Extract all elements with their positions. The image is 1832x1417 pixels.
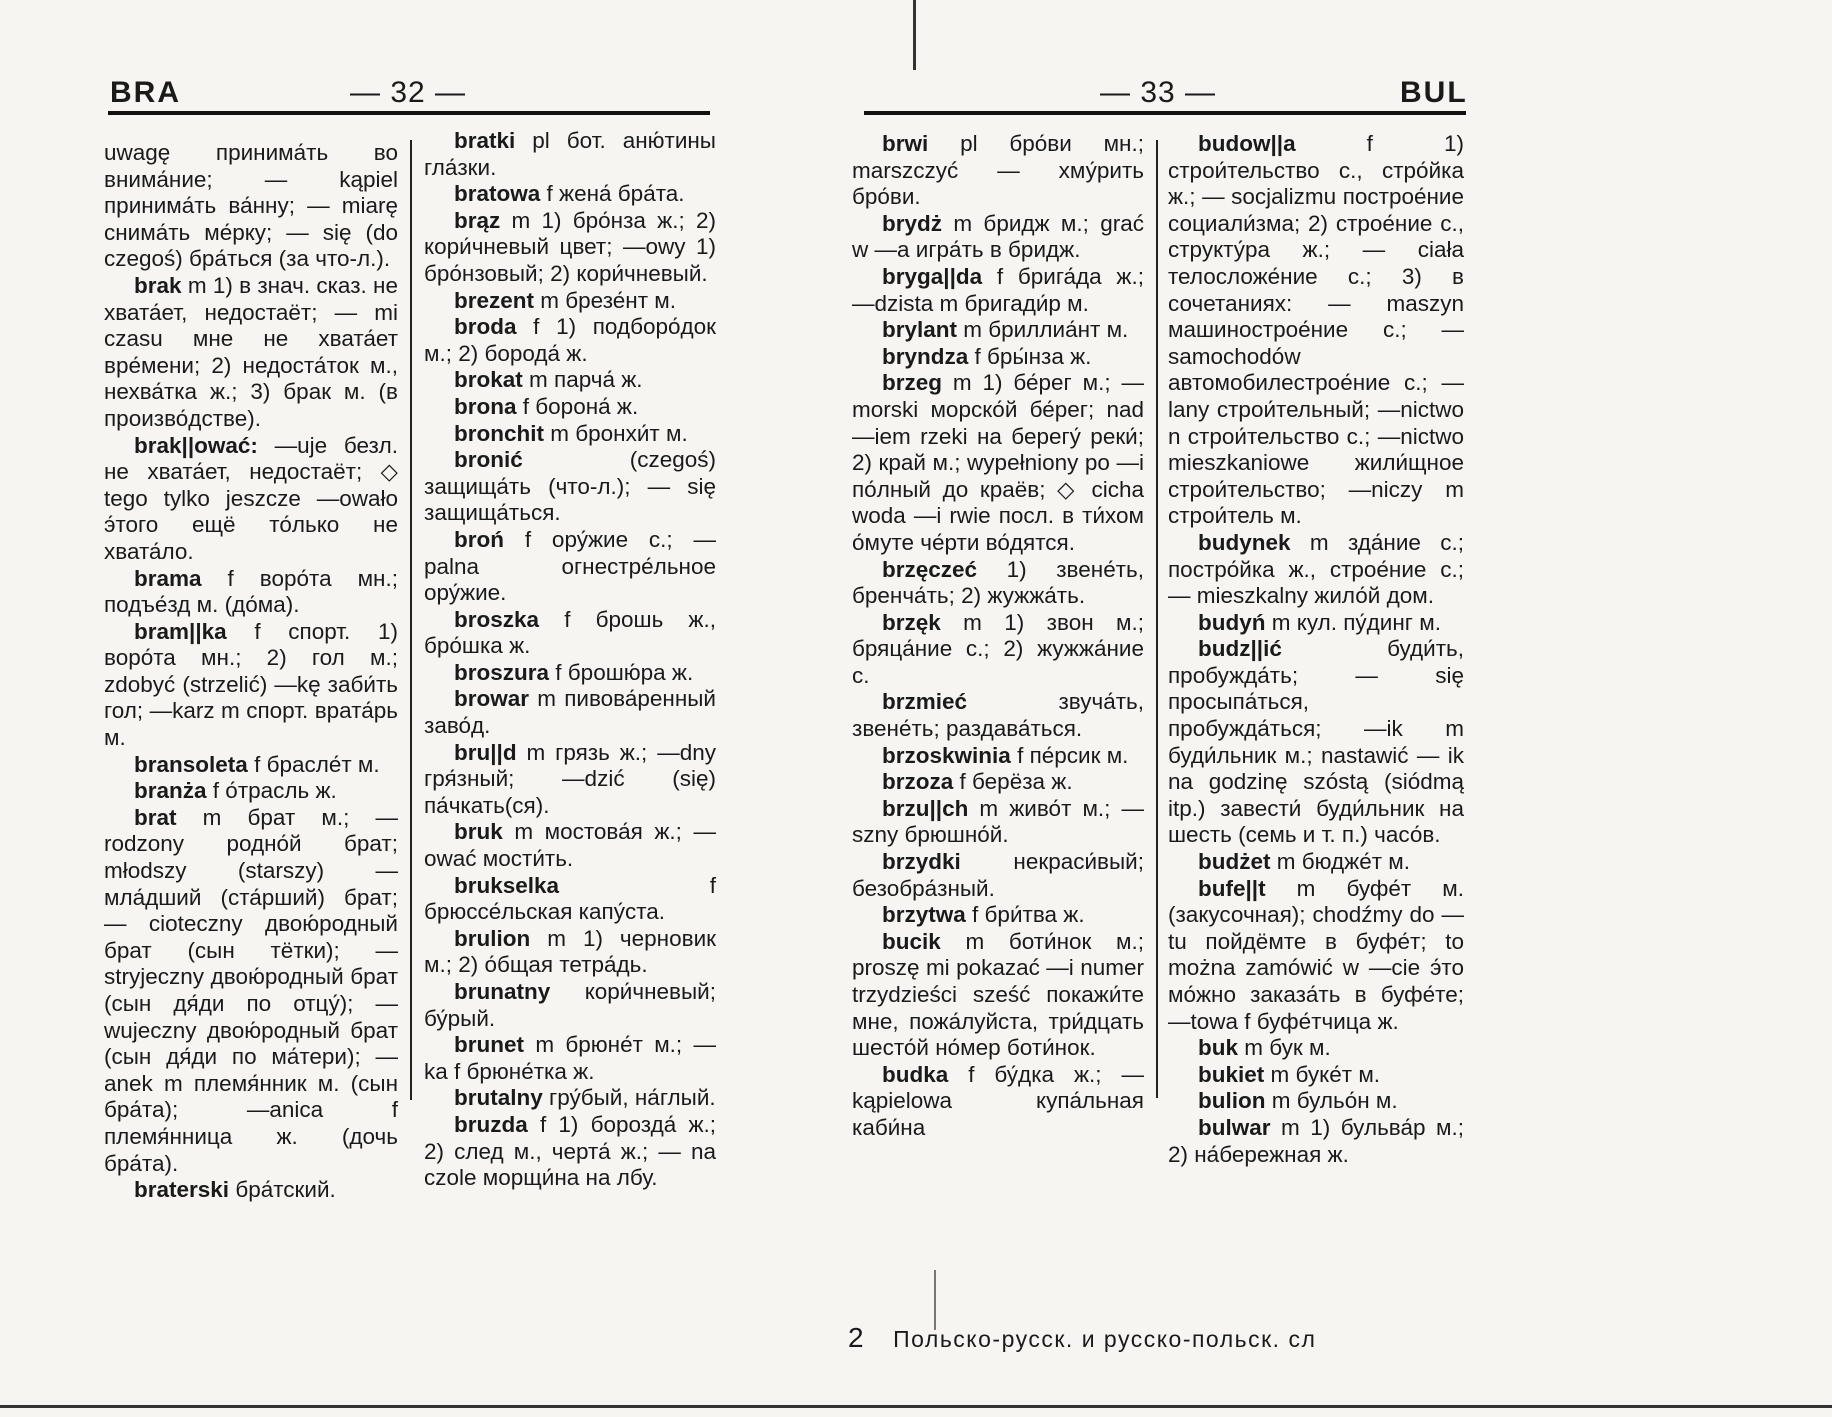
entry-definition: f брига́да ж.; —dzista m бригади́р м. — [852, 263, 1144, 316]
entry-headword: broszka — [454, 606, 540, 632]
entry-definition: f берёза ж. — [959, 769, 1073, 795]
dictionary-entry — [104, 752, 398, 779]
dictionary-entry — [424, 660, 716, 687]
entry-headword: brokat — [454, 367, 523, 393]
dictionary-entry — [1168, 530, 1464, 610]
entry-headword: bronić — [454, 447, 523, 473]
dictionary-entry — [424, 181, 716, 208]
entry-headword: bronchit — [454, 420, 544, 446]
entry-definition: m боти́нок м.; proszę mi pokazać —i numer trzydzieści sześć покажи́те мне, пожа́луйста, три́дцать шесто́й но́мер боти́нок. — [852, 928, 1144, 1061]
entry-definition: f бры́нза ж. — [974, 343, 1092, 369]
dictionary-entry — [104, 566, 398, 619]
entry-definition: буди́ть, пробужда́ть; — się просыпа́ться, пробужда́ться; —ik m буди́льник м.; nastawić — ik na godzinę szóstą (siódmą itp.) завести́ буди́льник на шесть (семь и т. п.) часо́в. — [1168, 636, 1464, 848]
dictionary-entry — [852, 849, 1144, 902]
entry-headword: budyń — [1198, 609, 1266, 635]
right-head-rule — [864, 111, 1466, 115]
dictionary-entry — [424, 607, 716, 660]
dictionary-entry — [852, 743, 1144, 770]
entry-definition: m бриллиа́нт м. — [963, 317, 1129, 343]
signature-title: Польско-русск. и русско-польск. сл — [893, 1326, 1317, 1352]
entry-definition: f 1) строи́тельство с., стро́йка ж.; — socjalizmu построе́ние социали́зма; 2) строе́ние с., структу́ра ж.; — ciała телосложе́ние с.; 3) в сочетаниях: — maszyn машинострое́ние с.; — samochodów автомобилестрое́ние с.; —lany строи́тельный; —nictwo n строи́тельство с.; —nictwo mieszkaniowe жили́щное строи́тельство; —niczy m строи́тель м. — [1168, 131, 1464, 529]
dictionary-entry — [852, 769, 1144, 796]
entry-definition: f пе́рсик м. — [1017, 742, 1129, 768]
entry-definition: m бридж м.; grać w —a игра́ть в бридж. — [852, 210, 1144, 263]
entry-definition: бра́тский. — [235, 1177, 336, 1203]
entry-definition: m зда́ние с.; постро́йка ж., строе́ние с.; — mieszkalny жило́й дом. — [1168, 529, 1464, 609]
right-page-number: — 33 — — [1100, 76, 1217, 109]
entry-headword: brzęczeć — [882, 556, 978, 582]
entry-headword: brzmieć — [882, 689, 968, 715]
dictionary-entry — [852, 610, 1144, 690]
dictionary-entry — [852, 689, 1144, 742]
signature-footer — [848, 1322, 1316, 1354]
entry-definition: f о́трасль ж. — [212, 778, 337, 804]
dictionary-entry — [852, 557, 1144, 610]
entry-definition: кори́чневый; бу́рый. — [424, 979, 716, 1031]
entry-definition: m живо́т м.; —szny брюшно́й. — [852, 795, 1144, 848]
entry-headword: brzu||ch — [882, 795, 969, 821]
left-guide-word: BRA — [110, 76, 181, 109]
entry-headword: broda — [454, 314, 517, 340]
entry-headword: brezent — [454, 287, 535, 313]
entry-definition: f ору́жие с.; — palna огнестре́льное ору́жие. — [424, 526, 716, 606]
entry-definition: m 1) черновик м.; 2) о́бщая тетра́дь. — [424, 925, 716, 978]
dictionary-entry — [104, 1177, 398, 1204]
entry-headword: budka — [882, 1061, 949, 1087]
dictionary-entry — [1168, 1035, 1464, 1062]
entry-headword: bufe||t — [1198, 875, 1266, 901]
entry-definition: f борона́ ж. — [522, 393, 639, 419]
entry-headword: brak||ować: — [134, 432, 258, 458]
dictionary-entry — [852, 211, 1144, 264]
entry-definition: uwagę принима́ть во внима́ние; — kąpiel принима́ть ва́нну; — miarę снима́ть ме́рку; — się (do czegoś) бра́ться (за что-л.). — [104, 140, 398, 272]
entry-headword: budżet — [1198, 849, 1271, 875]
entry-headword: brzydki — [882, 849, 961, 875]
entry-definition: —uje безл. не хвата́ет, недостаёт; ◇ tego tylko jeszcze —owało э́того ещё то́лько не хвата́ло. — [104, 432, 398, 564]
entry-definition: f брасле́т м. — [254, 751, 380, 777]
entry-headword: brzoza — [882, 769, 954, 795]
dictionary-entry — [424, 367, 716, 394]
entry-headword: bratowa — [454, 181, 541, 207]
entry-headword: bram||ka — [134, 618, 227, 644]
entry-headword: brydż — [882, 210, 943, 236]
dictionary-entry — [104, 140, 398, 273]
dictionary-entry — [104, 805, 398, 1177]
signature-number: 2 — [848, 1322, 866, 1353]
dictionary-entry — [424, 1112, 716, 1192]
dictionary-entry — [104, 778, 398, 805]
left-column-divider — [410, 140, 412, 1100]
entry-headword: budynek — [1198, 529, 1291, 555]
entry-headword: bucik — [882, 928, 941, 954]
entry-headword: brama — [134, 565, 202, 591]
dictionary-entry — [424, 314, 716, 367]
dictionary-entry — [104, 619, 398, 752]
entry-headword: brylant — [882, 317, 958, 343]
entry-definition: m 1) бульва́р м.; 2) на́бережная ж. — [1168, 1114, 1464, 1167]
entry-definition: m парча́ ж. — [529, 367, 643, 393]
entry-definition: f спорт. 1) воро́та мн.; 2) гол м.; zdobyć (strzelić) —kę заби́ть гол; —karz m спорт. врата́рь м. — [104, 618, 398, 751]
entry-headword: bratki — [454, 128, 516, 153]
entry-definition: m бюдже́т м. — [1276, 849, 1410, 875]
entry-headword: brunatny — [454, 979, 551, 1004]
dictionary-entry — [104, 273, 398, 433]
entry-headword: bukiet — [1198, 1061, 1265, 1087]
dictionary-entry — [852, 1062, 1144, 1142]
dictionary-entry — [424, 873, 716, 926]
right-column-2 — [1168, 131, 1464, 1168]
entry-headword: brona — [454, 393, 517, 419]
dictionary-entry — [1168, 610, 1464, 637]
right-column-divider — [1156, 140, 1158, 1098]
entry-definition: m 1) бе́рег м.; — morski морско́й бе́рег; nad —iem rzeki на берегу́ реки́; 2) край м.; wypełniony po —i по́лный до краёв; ◇ cicha woda —i rwie посл. в ти́хом о́муте че́рти во́дятся. — [852, 370, 1144, 555]
dictionary-entry — [1168, 131, 1464, 530]
entry-headword: brukselka — [454, 872, 560, 898]
entry-definition: m 1) в знач. сказ. не хвата́ет, недостаёт; — mi czasu мне не хвата́ет вре́мени; 2) недоста́ток м., нехва́тка ж.; 3) брак м. (в произво́дстве). — [104, 272, 398, 431]
dictionary-entry — [1168, 876, 1464, 1036]
entry-definition: некраси́вый; безобра́зный. — [852, 849, 1144, 901]
dictionary-entry — [424, 128, 716, 181]
entry-definition: m бронхи́т м. — [550, 420, 688, 446]
dictionary-entry — [852, 370, 1144, 556]
entry-headword: buk — [1198, 1035, 1239, 1061]
entry-definition: m брат м.; — rodzony родно́й брат; młodszy (starszy) — мла́дший (ста́рший) брат; — cioteczny двою́родный брат (сын тётки); — stryjeczny двою́родный брат (сын дя́ди по отцу́); — wujeczny двою́родный брат (сын дя́ди по ма́тери); —anek m племя́нник м. (сын бра́та); —anica f племя́нница ж. (дочь бра́та). — [104, 804, 398, 1176]
entry-definition: f брошю́ра ж. — [555, 659, 694, 685]
left-page-number: — 32 — — [350, 76, 467, 109]
entry-definition: m буке́т м. — [1270, 1061, 1381, 1087]
entry-headword: brąz — [454, 207, 501, 233]
dictionary-entry — [424, 686, 716, 739]
entry-definition: f 1) борозда́ ж.; 2) след м., черта́ ж.; — na czole морщи́на на лбу. — [424, 1111, 716, 1191]
dictionary-entry — [852, 344, 1144, 371]
left-column-2 — [424, 128, 716, 1192]
dictionary-entry — [852, 929, 1144, 1062]
dictionary-entry — [1168, 1088, 1464, 1115]
right-column-1 — [852, 131, 1144, 1142]
entry-definition: (czegoś) защища́ть (что-л.); — się защища́ться. — [424, 447, 716, 526]
entry-definition: m брюне́т м.; —ka f брюне́тка ж. — [424, 1032, 716, 1084]
entry-definition: 1) звене́ть, бренча́ть; 2) жужжа́ть. — [852, 556, 1144, 609]
entry-definition: m кул. пу́динг м. — [1271, 609, 1441, 635]
entry-headword: broszura — [454, 659, 550, 685]
entry-headword: branża — [134, 778, 207, 804]
entry-headword: bryga||da — [882, 263, 983, 289]
entry-definition: m бук м. — [1244, 1035, 1331, 1061]
entry-definition: f брюссе́льская капу́ста. — [424, 872, 716, 925]
dictionary-entry — [424, 208, 716, 288]
entry-definition: m пивова́ренный заво́д. — [424, 686, 716, 739]
entry-definition: f бри́тва ж. — [972, 902, 1085, 928]
entry-definition: m мостова́я ж.; —ować мости́ть. — [424, 819, 716, 872]
dictionary-entry — [1168, 1115, 1464, 1168]
entry-headword: bransoleta — [134, 751, 248, 777]
left-head-rule — [108, 111, 710, 115]
dictionary-entry — [424, 819, 716, 872]
dictionary-entry — [424, 926, 716, 979]
entry-headword: broń — [454, 526, 504, 552]
left-page — [0, 0, 900, 1417]
entry-headword: brat — [134, 804, 177, 830]
entry-headword: browar — [454, 686, 530, 712]
entry-definition: pl бот. аню́тины гла́зки. — [424, 128, 716, 180]
dictionary-entry — [852, 264, 1144, 317]
entry-definition: m 1) звон м.; бряца́ние с.; 2) жужжа́ние с. — [852, 609, 1144, 688]
dictionary-entry — [852, 796, 1144, 849]
dictionary-entry — [424, 1085, 716, 1112]
entry-definition: f бу́дка ж.; — kąpielowa купа́льная каби́на — [852, 1061, 1144, 1140]
dictionary-entry — [424, 527, 716, 607]
dictionary-entry — [852, 317, 1144, 344]
entry-headword: brzytwa — [882, 902, 966, 928]
dictionary-entry — [424, 288, 716, 315]
entry-headword: bruk — [454, 819, 503, 845]
entry-definition: m грязь ж.; —dny гря́зный; —dzić (się) па́чкать(ся). — [424, 739, 716, 818]
entry-definition: f воро́та мн.; подъе́зд м. (до́ма). — [104, 565, 398, 618]
dictionary-entry — [424, 421, 716, 448]
entry-definition: m брезе́нт м. — [540, 287, 676, 313]
entry-headword: budow||a — [1198, 131, 1296, 156]
entry-headword: brzoskwinia — [882, 742, 1011, 768]
entry-headword: brutalny — [454, 1085, 543, 1111]
entry-headword: bruzda — [454, 1111, 528, 1137]
entry-definition: гру́бый, на́глый. — [549, 1085, 716, 1111]
entry-headword: brzeg — [882, 370, 943, 396]
entry-headword: brwi — [882, 131, 929, 156]
entry-definition: f 1) подборо́док м.; 2) борода́ ж. — [424, 314, 716, 366]
dictionary-entry — [1168, 636, 1464, 849]
entry-headword: bulwar — [1198, 1114, 1271, 1140]
dictionary-entry — [852, 131, 1144, 211]
dictionary-entry — [1168, 849, 1464, 876]
dictionary-entry — [424, 1032, 716, 1085]
dictionary-entry — [424, 740, 716, 820]
entry-definition: f жена́ бра́та. — [546, 181, 685, 207]
dictionary-entry — [852, 902, 1144, 929]
entry-headword: budz||ić — [1198, 636, 1282, 662]
entry-headword: braterski — [134, 1177, 230, 1203]
entry-headword: bulion — [1198, 1088, 1266, 1114]
entry-definition: m буфе́т м. (закусочная); chodźmy do —tu пойдёмте в буфе́т; to można zamówić w —cie э́то мо́жно заказа́ть в буфе́те; —towa f буфе́тчица ж. — [1168, 875, 1464, 1034]
left-column-1 — [104, 140, 398, 1204]
entry-definition: звуча́ть, звене́ть; раздава́ться. — [852, 689, 1144, 742]
entry-headword: brak — [134, 272, 182, 298]
binding-line — [913, 0, 916, 70]
right-page — [848, 0, 1832, 1417]
entry-definition: f брошь ж., бро́шка ж. — [424, 606, 716, 659]
dictionary-entry — [424, 979, 716, 1032]
entry-headword: brzęk — [882, 609, 941, 635]
right-guide-word: BUL — [1400, 76, 1468, 109]
entry-headword: bryndza — [882, 343, 969, 369]
entry-definition: pl бро́ви мн.; marszczyć — хму́рить бро́ви. — [852, 131, 1144, 210]
dictionary-entry — [424, 447, 716, 527]
dictionary-entry — [424, 394, 716, 421]
entry-headword: brulion — [454, 925, 531, 951]
dictionary-entry — [104, 433, 398, 566]
entry-definition: m 1) бро́нза ж.; 2) кори́чневый цвет; —owy 1) бро́нзовый; 2) кори́чневый. — [424, 207, 716, 286]
entry-headword: brunet — [454, 1032, 524, 1058]
dictionary-entry — [1168, 1062, 1464, 1089]
entry-headword: bru||d — [454, 739, 517, 765]
entry-definition: m бульо́н м. — [1271, 1088, 1398, 1114]
